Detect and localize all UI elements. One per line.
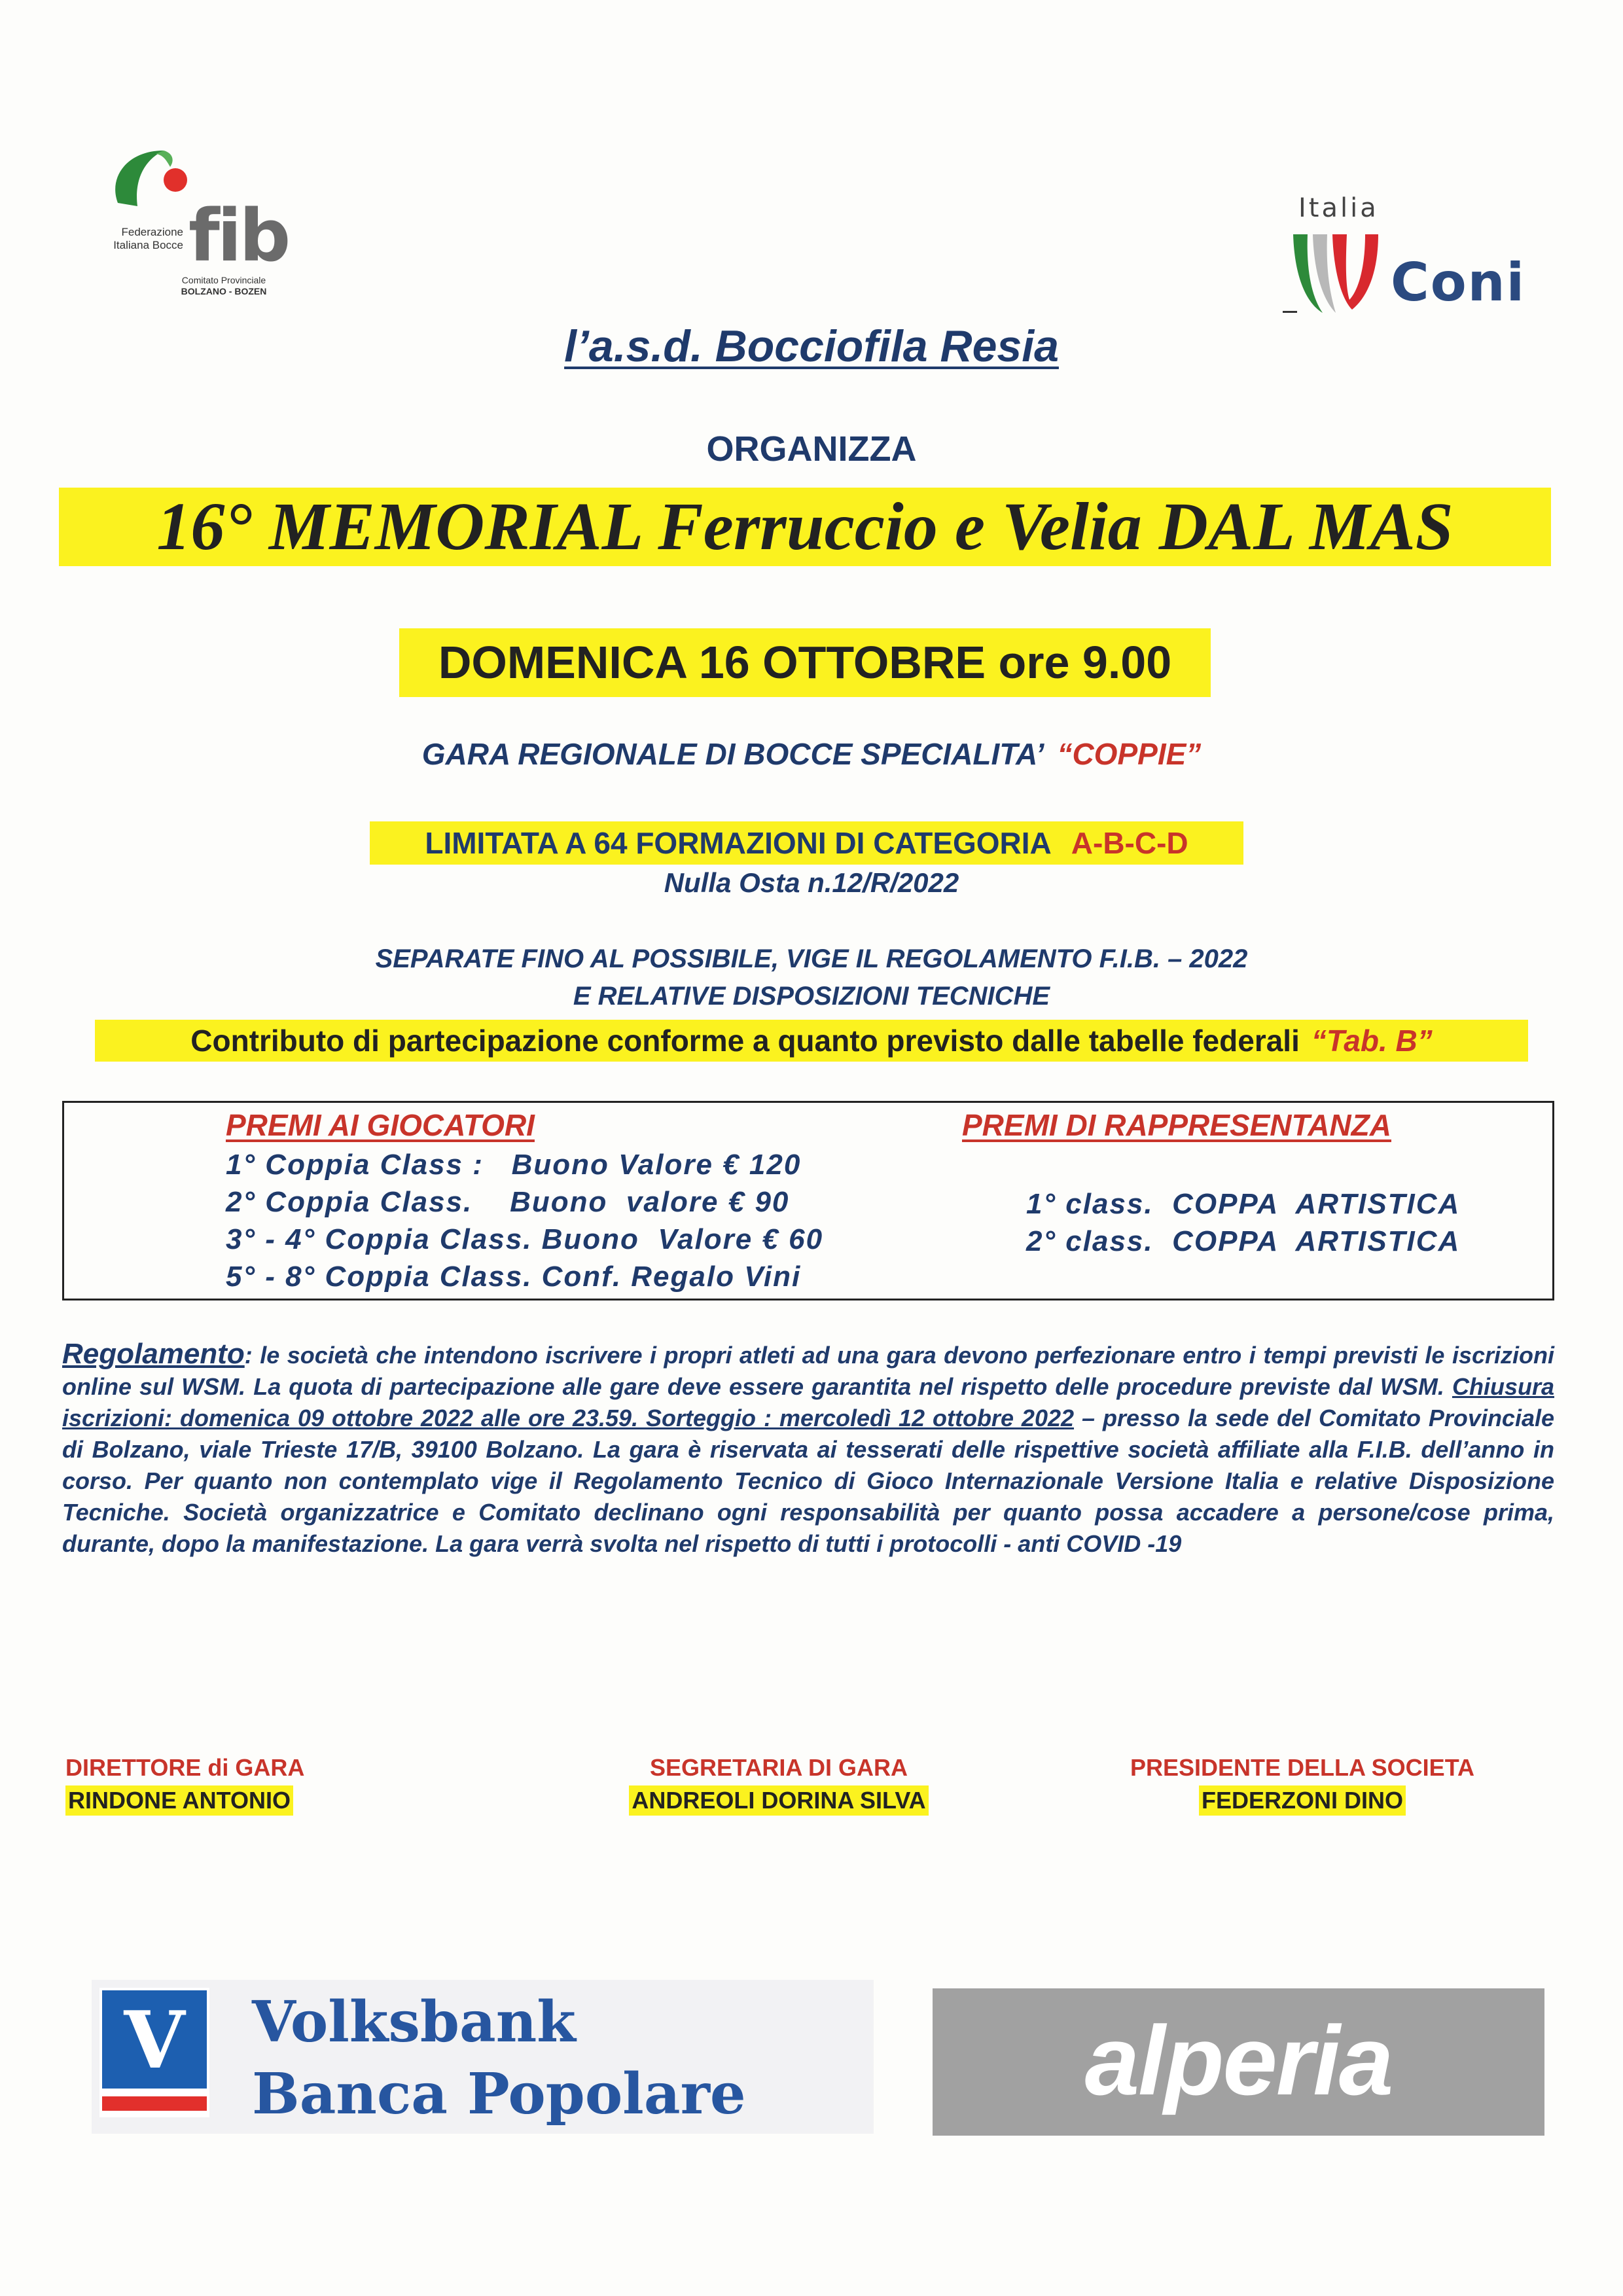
organizer-name-text: l’a.s.d. Bocciofila Resia [564, 321, 1059, 371]
fib-committee-line2: BOLZANO - BOZEN [181, 286, 267, 296]
specialita-text: “COPPIE” [1057, 737, 1202, 771]
coni-dash [1283, 311, 1297, 313]
coni-logo [1283, 193, 1544, 324]
volksbank-logo [92, 1980, 874, 2134]
nulla-osta: Nulla Osta n.12/R/2022 [664, 867, 959, 898]
categories-text: A-B-C-D [1071, 826, 1188, 860]
players-prizes-heading: PREMI AI GIOCATORI [226, 1108, 535, 1142]
alperia-text: alperia [1084, 2005, 1393, 2115]
fib-committee-text [158, 275, 289, 297]
signature-title: PRESIDENTE DELLA SOCIETA [1130, 1754, 1475, 1781]
regolamento-label: Regolamento [62, 1338, 245, 1370]
fib-federation-text [98, 226, 183, 252]
organizer-name [0, 321, 1623, 372]
signature-name: FEDERZONI DINO [1201, 1787, 1403, 1814]
tabella-text: “Tab. B” [1311, 1024, 1433, 1058]
separate-line-2: E RELATIVE DISPOSIZIONI TECNICHE [573, 982, 1050, 1011]
signature-name: ANDREOLI DORINA SILVA [632, 1787, 926, 1814]
limit-text: LIMITATA A 64 FORMAZIONI DI CATEGORIA [425, 826, 1052, 860]
player-prize-row: 1° Coppia Class : Buono Valore € 120 [226, 1149, 802, 1181]
limit-line [370, 821, 1243, 865]
regolamento-rest: – presso la sede del Comitato Provinciale di Bolzano, viale Trieste 17/B, 39100 Bolzano. La gara è riservata ai tesserati delle rispettive società affiliate alla F.I.B. dell’anno in corso. Per quanto non contemplato vige il Regolamento Tecnico di Gioco Internazionale Versione Italia e relative Disposizione Tecniche. Società organizzatrice e Comitato declinano ogni responsabilità per quanto possa accadere a persone/cose prima, durante, dopo la manifestazione. La gara verrà svolta nel rispetto di tutti i protocolli - anti COVID -19 [62, 1405, 1555, 1557]
gara-line [0, 736, 1623, 772]
fib-swoosh-icon [98, 141, 190, 213]
volksbank-line2: Banca Popolare [252, 2061, 746, 2127]
signature-name: RINDONE ANTONIO [68, 1787, 291, 1814]
player-prize-row: 5° - 8° Coppia Class. Conf. Regalo Vini [226, 1261, 802, 1293]
regolamento-closing-dates: Chiusura iscrizioni: domenica 09 ottobre 2022 alle ore 23.59. Sorteggio : mercoledì 12 ottobre 2022 [62, 1373, 1554, 1431]
fib-ball-icon [164, 168, 187, 192]
alperia-logo [933, 1988, 1544, 2136]
separate-line-1: SEPARATE FINO AL POSSIBILE, VIGE IL REGOLAMENTO F.I.B. – 2022 [375, 944, 1248, 973]
organizza-label: ORGANIZZA [706, 429, 917, 469]
contributo-text: Contributo di partecipazione conforme a quanto previsto dalle tabelle federali [190, 1024, 1300, 1058]
gara-text: GARA REGIONALE DI BOCCE SPECIALITA’ [421, 737, 1044, 771]
player-prize-row: 3° - 4° Coppia Class. Buono Valore € 60 [226, 1223, 824, 1255]
signature-block-director [65, 1754, 304, 1816]
player-prize-row: 2° Coppia Class. Buono valore € 90 [226, 1186, 790, 1218]
event-date: DOMENICA 16 OTTOBRE ore 9.00 [438, 637, 1172, 688]
signature-block-secretary [625, 1754, 933, 1816]
signature-title: SEGRETARIA DI GARA [649, 1754, 908, 1781]
fib-mark: fib [188, 194, 289, 278]
coni-text: Coni [1391, 252, 1526, 313]
fib-federation-line2: Italiana Bocce [113, 239, 183, 251]
contributo-line [95, 1020, 1528, 1062]
volksbank-v-icon: V [124, 1994, 185, 2087]
representation-prize-row: 1° class. COPPA ARTISTICA [1026, 1188, 1461, 1220]
signature-title: DIRETTORE di GARA [65, 1754, 305, 1781]
signature-block-president [1119, 1754, 1486, 1816]
volksbank-mark [99, 1988, 209, 2117]
fib-committee-line1: Comitato Provinciale [181, 275, 266, 285]
regolamento-paragraph [62, 1338, 1554, 1560]
regolamento-intro: : le società che intendono iscrivere i propri atleti ad una gara devono perfezionare entro i tempi previsti le iscrizioni online sul WSM. La quota di partecipazione alle gare deve essere garantita nel rispetto delle procedure previste dal WSM. [62, 1342, 1554, 1400]
representation-prize-row: 2° class. COPPA ARTISTICA [1026, 1225, 1461, 1257]
representation-prizes-heading: PREMI DI RAPPRESENTANZA [962, 1108, 1391, 1142]
coni-italia-text: Italia [1298, 193, 1379, 223]
volksbank-text [252, 1986, 746, 2130]
event-title: 16° MEMORIAL Ferruccio e Velia DAL MAS [156, 489, 1454, 564]
volksbank-line1: Volksbank [252, 1989, 576, 2055]
fib-logo [98, 141, 294, 296]
fib-federation-line1: Federazione [121, 226, 183, 238]
coni-flag-icon [1287, 231, 1385, 316]
